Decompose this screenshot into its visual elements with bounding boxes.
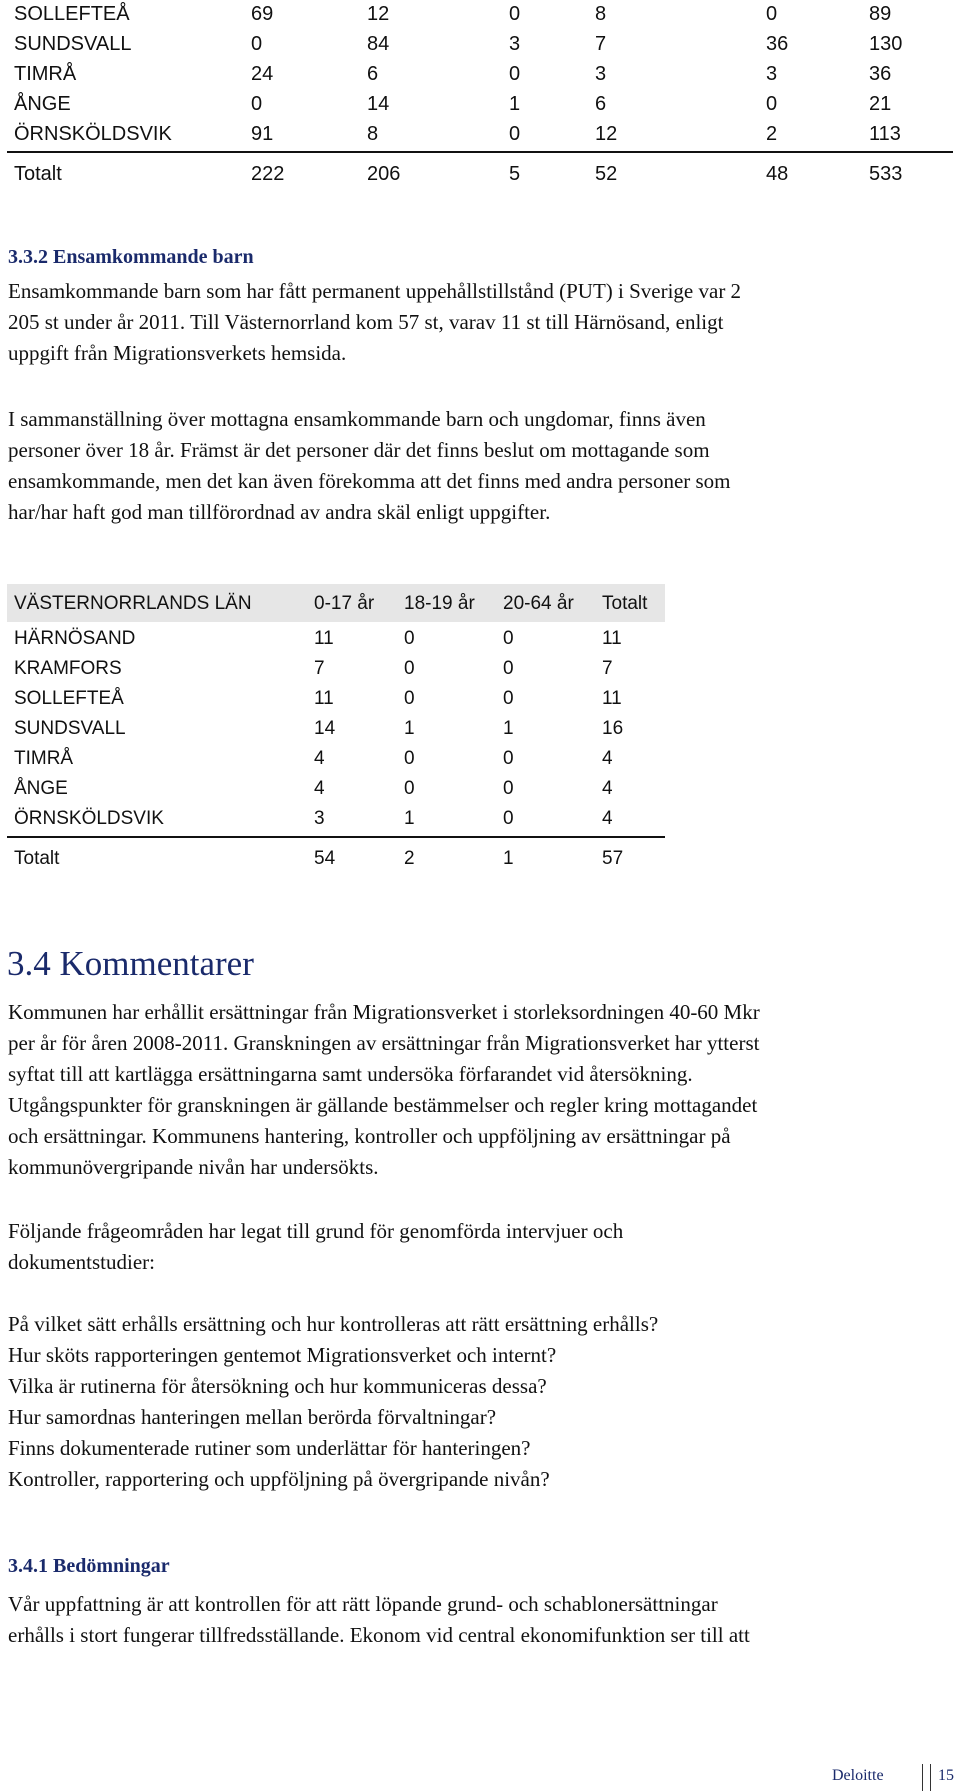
paragraph-line: personer över 18 år. Främst är det personer där det finns beslut om mottagande som	[8, 438, 710, 462]
table-cell: 12	[595, 123, 618, 145]
table-cell: 0	[404, 688, 415, 709]
table-cell: 0	[503, 658, 514, 679]
paragraph-line: 205 st under år 2011. Till Västernorrland kom 57 st, varav 11 st till Härnösand, enligt	[8, 310, 724, 334]
table-row	[7, 685, 665, 716]
paragraph-line: och ersättningar. Kommunens hantering, kontroller och uppföljning av ersättningar på	[8, 1124, 731, 1148]
table-cell: ÖRNSKÖLDSVIK	[14, 808, 164, 829]
table-cell: 1	[509, 93, 521, 115]
table-cell: 1	[503, 718, 514, 739]
paragraph-line: har/har haft god man tillförordnad av andra skäl enligt uppgifter.	[8, 500, 551, 524]
table-cell: 48	[766, 163, 789, 185]
table-row	[7, 625, 665, 656]
paragraph-line: ensamkommande, men det kan även förekomma att det finns med andra personer som	[8, 469, 731, 493]
table-cell: 11	[314, 628, 334, 649]
table-row	[7, 120, 953, 151]
table-cell: 0	[509, 63, 521, 85]
table-cell: HÄRNÖSAND	[14, 628, 136, 649]
table-row	[7, 30, 953, 61]
table-cell: 12	[367, 3, 390, 25]
table-cell: 0	[404, 748, 415, 769]
table-cell: 0	[503, 688, 514, 709]
table-cell: 84	[367, 33, 390, 55]
table-cell: 7	[602, 658, 613, 679]
table-cell: 7	[595, 33, 607, 55]
table-row	[7, 60, 953, 91]
table-cell: 8	[367, 123, 379, 145]
list-item: Finns dokumenterade rutiner som underlättar för hanteringen?	[8, 1436, 531, 1460]
table-cell: 0	[503, 808, 514, 829]
table-cell: 3	[314, 808, 325, 829]
table-cell: 54	[314, 848, 336, 869]
table-row	[7, 715, 665, 746]
table-cell: 11	[602, 628, 622, 649]
table-total-row	[7, 845, 665, 876]
list-item: Hur samordnas hanteringen mellan berörda förvaltningar?	[8, 1405, 497, 1429]
table-cell: TIMRÅ	[14, 63, 77, 85]
paragraph-line: erhålls i stort fungerar tillfredsställande. Ekonom vid central ekonomifunktion ser till att	[8, 1623, 750, 1647]
table-cell: 14	[367, 93, 390, 115]
paragraph-line: kommunövergripande nivån har undersökts.	[8, 1155, 379, 1179]
paragraph-line: Följande frågeområden har legat till grund för genomförda intervjuer och	[8, 1219, 624, 1243]
table-cell: 533	[869, 163, 903, 185]
table-cell: 1	[503, 848, 514, 869]
paragraph-line: uppgift från Migrationsverkets hemsida.	[8, 341, 347, 365]
table-cell: 91	[251, 123, 274, 145]
table-cell: 0	[251, 33, 263, 55]
table-row	[7, 775, 665, 806]
table-header-cell: Totalt	[602, 593, 648, 614]
table-cell: 4	[602, 778, 613, 799]
footer-divider	[922, 1764, 923, 1791]
table-cell: SUNDSVALL	[14, 718, 126, 739]
paragraph-line: syftat till att kartlägga ersättningarna samt undersöka förfarandet vid återsökning.	[8, 1062, 693, 1086]
table-cell: 4	[602, 748, 613, 769]
table-divider	[7, 151, 953, 153]
table-cell: 21	[869, 93, 892, 115]
page-footer	[830, 1764, 960, 1791]
table-cell: 3	[766, 63, 778, 85]
table-row	[7, 90, 953, 121]
paragraph-line: Vår uppfattning är att kontrollen för att rätt löpande grund- och schablonersättningar	[8, 1592, 718, 1616]
paragraph-line: I sammanställning över mottagna ensamkommande barn och ungdomar, finns även	[8, 407, 706, 431]
list-item: Hur sköts rapporteringen gentemot Migrationsverket och internt?	[8, 1343, 557, 1367]
table-cell: 36	[766, 33, 789, 55]
footer-divider	[930, 1764, 931, 1791]
table-cell: 6	[595, 93, 607, 115]
table-cell: 11	[314, 688, 334, 709]
list-item: Vilka är rutinerna för återsökning och hur kommuniceras dessa?	[8, 1374, 547, 1398]
table-header-cell: 20-64 år	[503, 593, 574, 614]
table-cell: Totalt	[14, 163, 62, 185]
paragraph-line: Ensamkommande barn som har fått permanent uppehållstillstånd (PUT) i Sverige var 2	[8, 279, 742, 303]
paragraph-line: Kommunen har erhållit ersättningar från Migrationsverket i storleksordningen 40-60 Mkr	[8, 1000, 760, 1024]
table-cell: 69	[251, 3, 274, 25]
table-cell: 0	[404, 628, 415, 649]
table-cell: 36	[869, 63, 892, 85]
table-cell: 0	[503, 778, 514, 799]
list-item: På vilket sätt erhålls ersättning och hur kontrolleras att rätt ersättning erhålls?	[8, 1312, 659, 1336]
table-row	[7, 0, 953, 31]
table-cell: 3	[509, 33, 521, 55]
section-heading: 3.4.1 Bedömningar	[8, 1555, 170, 1577]
table-divider	[7, 836, 665, 838]
table-cell: SOLLEFTEÅ	[14, 3, 130, 25]
table-cell: 4	[314, 748, 325, 769]
table-cell: ÅNGE	[14, 778, 68, 799]
footer-brand: Deloitte	[832, 1767, 884, 1784]
table-cell: 4	[602, 808, 613, 829]
table-cell: 1	[404, 808, 415, 829]
paragraph-line: dokumentstudier:	[8, 1250, 155, 1274]
table-cell: KRAMFORS	[14, 658, 122, 679]
table-cell: 14	[314, 718, 336, 739]
table-cell: TIMRÅ	[14, 748, 74, 769]
table-header-cell: 0-17 år	[314, 593, 375, 614]
table-cell: 11	[602, 688, 622, 709]
table-cell: 222	[251, 163, 285, 185]
table-row	[7, 745, 665, 776]
table-cell: 113	[869, 123, 901, 145]
table-cell: ÅNGE	[14, 93, 71, 115]
table-cell: 5	[509, 163, 521, 185]
table-cell: 0	[404, 778, 415, 799]
table-cell: 0	[509, 123, 521, 145]
table-cell: 0	[251, 93, 263, 115]
table-row	[7, 655, 665, 686]
table-cell: 89	[869, 3, 892, 25]
table-row	[7, 805, 665, 836]
table-cell: 2	[404, 848, 415, 869]
table-cell: 1	[404, 718, 415, 739]
table-cell: 3	[595, 63, 607, 85]
table-cell: 8	[595, 3, 607, 25]
table-header-cell: VÄSTERNORRLANDS LÄN	[14, 593, 252, 614]
paragraph-line: per år för åren 2008-2011. Granskningen av ersättningar från Migrationsverket har ytterst	[8, 1031, 760, 1055]
table-cell: 2	[766, 123, 778, 145]
table-cell: 206	[367, 163, 401, 185]
table-cell: 0	[509, 3, 521, 25]
table-cell: 6	[367, 63, 379, 85]
table-cell: Totalt	[14, 848, 60, 869]
table-cell: 16	[602, 718, 624, 739]
table-cell: 0	[766, 3, 778, 25]
paragraph-line: Utgångspunkter för granskningen är gällande bestämmelser och regler kring mottagandet	[8, 1093, 758, 1117]
table-cell: 52	[595, 163, 618, 185]
table-cell: 130	[869, 33, 903, 55]
table-total-row	[7, 160, 953, 191]
table-cell: 0	[404, 658, 415, 679]
section-title: 3.4 Kommentarer	[7, 944, 254, 983]
table-cell: 0	[503, 748, 514, 769]
page-number: 15	[938, 1767, 954, 1784]
table-cell: 57	[602, 848, 624, 869]
table-cell: 0	[766, 93, 778, 115]
table-cell: SUNDSVALL	[14, 33, 132, 55]
table-cell: 4	[314, 778, 325, 799]
list-item: Kontroller, rapportering och uppföljning på övergripande nivån?	[8, 1467, 550, 1491]
table-header-row	[7, 584, 665, 622]
table-cell: ÖRNSKÖLDSVIK	[14, 123, 172, 145]
table-cell: 7	[314, 658, 325, 679]
table-cell: 0	[503, 628, 514, 649]
table-cell: SOLLEFTEÅ	[14, 688, 124, 709]
section-heading: 3.3.2 Ensamkommande barn	[8, 246, 254, 268]
table-header-cell: 18-19 år	[404, 593, 475, 614]
table-cell: 24	[251, 63, 274, 85]
